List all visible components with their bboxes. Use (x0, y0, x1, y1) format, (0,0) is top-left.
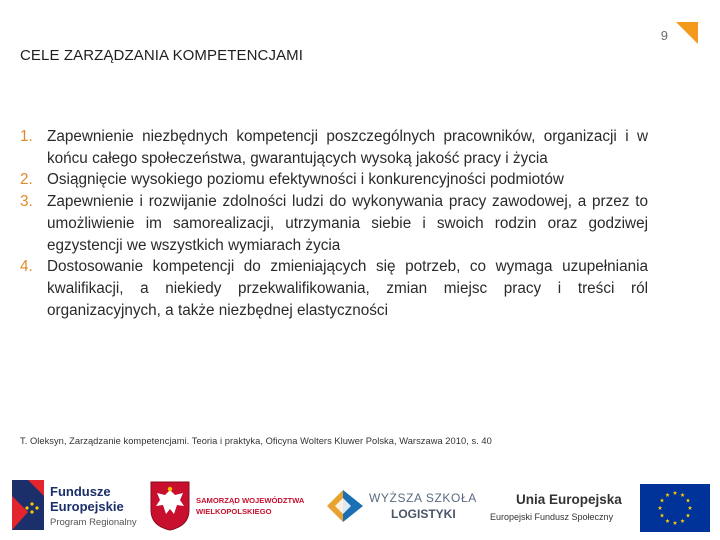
fe-logo-star (25, 506, 28, 509)
page-number: 9 (660, 28, 668, 43)
samorzad-wojewodztwa-logo (148, 480, 320, 532)
goal-item-2 (20, 169, 648, 191)
eu-flag-icon (640, 484, 710, 532)
footer-logo-bar (0, 470, 720, 540)
goal-text: Zapewnienie niezbędnych kompetencji poszczególnych pracowników, organizacji i w końcu całego społeczeństwa, gwarantujących wysoką jakość pracy i życia (47, 128, 648, 167)
goal-list (20, 126, 648, 321)
fe-logo-line1: Fundusze (50, 484, 111, 499)
wsl-logo-line2: LOGISTYKI (391, 507, 456, 521)
corner-triangle-decoration (676, 22, 698, 44)
swp-logo-line2: WIELKOPOLSKIEGO (196, 507, 272, 516)
fe-logo-star (30, 510, 33, 513)
goal-item-3 (20, 191, 648, 256)
goal-text: Osiągnięcie wysokiego poziomu efektywności i konkurencyjności podmiotów (47, 171, 564, 189)
unia-europejska-label (486, 486, 634, 526)
goal-number: 2. (20, 171, 33, 189)
goal-number: 3. (20, 193, 33, 211)
fe-logo-star (35, 506, 38, 509)
ue-logo-line2: Europejski Fundusz Społeczny (490, 512, 614, 522)
goal-number: 4. (20, 258, 33, 276)
ue-logo-line1: Unia Europejska (516, 492, 622, 507)
fe-logo-line2: Europejskie (50, 499, 124, 514)
goal-item-1 (20, 126, 648, 169)
goal-text: Zapewnienie i rozwijanie zdolności ludzi do wykonywania pracy zawodowej, a przez to umożliwienie im samorealizacji, utrzymania siebie i swoich rodzin oraz godziwej egzystencji we wszystkich wymiarach życia (47, 193, 648, 254)
swp-logo-line1: SAMORZĄD WOJEWÓDZTWA (196, 496, 305, 505)
goal-number: 1. (20, 128, 33, 145)
fe-logo-line3: Program Regionalny (50, 517, 137, 528)
wsl-logo-line1: WYŻSZA SZKOŁA (369, 491, 477, 505)
goal-item-4 (20, 256, 648, 321)
fe-logo-star (30, 502, 33, 505)
slide-title: CELE ZARZĄDZANIA KOMPETENCJAMI (20, 47, 304, 64)
goal-text: Dostosowanie kompetencji do zmieniających się potrzeb, co wymaga uzupełniania kwalifikacji, a niekiedy przekwalifikowania, zmian miejsc pracy i treści ról organizacyjnych, a także niezbędnej elastyczności (47, 258, 648, 319)
fundusze-europejskie-logo (10, 478, 150, 534)
source-reference: T. Oleksyn, Zarządzanie kompetencjami. Teoria i praktyka, Oficyna Wolters Kluwer Polska, Warszawa 2010, s. 40 (20, 436, 492, 446)
eagle-crown (168, 487, 172, 491)
wyzsza-szkola-logistyki-logo (325, 484, 485, 528)
